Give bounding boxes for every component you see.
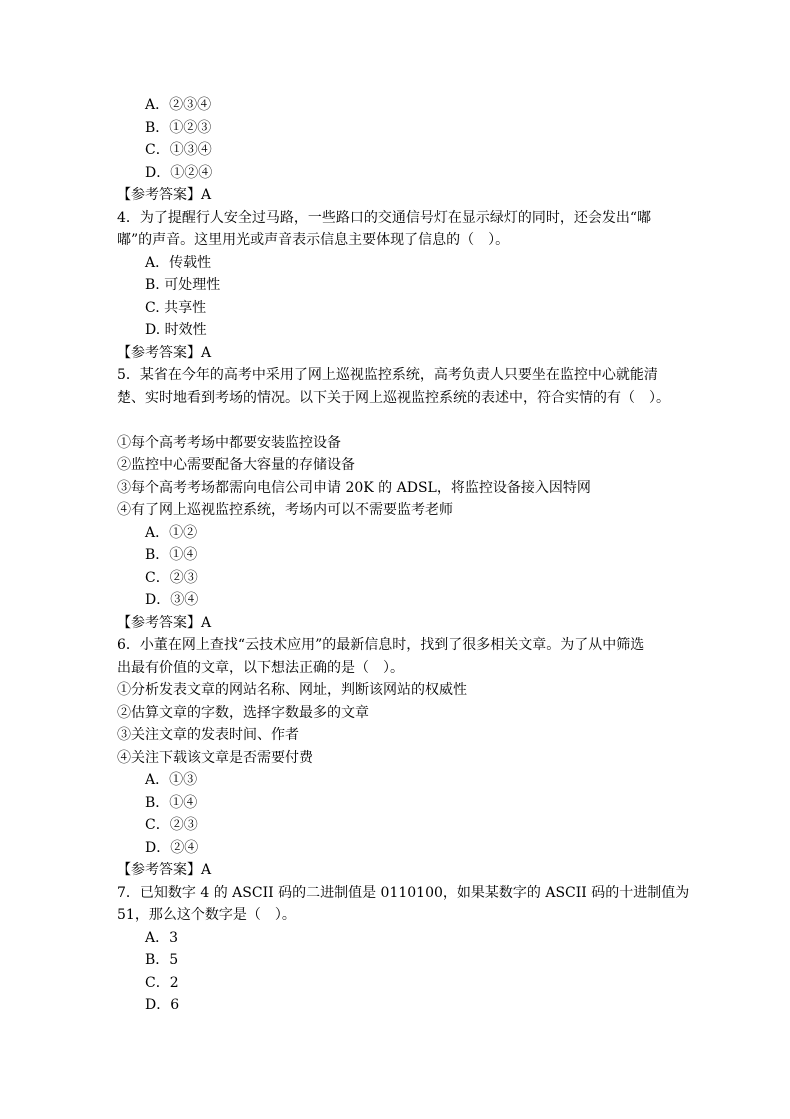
q7-option-b: B．5	[145, 952, 179, 968]
q4-option-b: B. 可处理性	[145, 277, 221, 293]
q5-stem-line-2: 楚、实时地看到考场的情况。以下关于网上巡视监控系统的表述中，符合实情的有（ ）。	[117, 389, 670, 406]
question-4	[117, 207, 677, 365]
q5-answer: 【参考答案】A	[117, 614, 212, 631]
q5-option-b: B．①④	[145, 547, 198, 563]
q5-statement-3: ③每个高考考场都需向电信公司申请 20K 的 ADSL，将监控设备接入因特网	[117, 479, 591, 496]
blank-line	[117, 409, 677, 432]
q6-option-b: B．①④	[145, 794, 198, 811]
q4-option-a: A．传载性	[145, 254, 212, 271]
q7-option-d: D．6	[145, 997, 180, 1013]
q4-stem-line-2: 嘟”的声音。这里用光或声音表示信息主要体现了信息的（ ）。	[117, 232, 510, 248]
q5-option-c: C．②③	[145, 569, 198, 586]
q4-stem-line-1: 4．为了提醒行人安全过马路，一些路口的交通信号灯在显示绿灯的同时，还会发出“嘟	[117, 209, 652, 226]
q3-option-c: C．①③④	[145, 142, 212, 158]
q3-option-b: B．①②③	[145, 119, 212, 136]
question-6	[117, 634, 677, 882]
q7-stem-line-1: 7．已知数字 4 的 ASCII 码的二进制值是 0110100，如果某数字的 ASCII 码的十进制值为	[117, 884, 690, 901]
q6-statement-2: ②估算文章的字数，选择字数最多的文章	[117, 704, 369, 721]
q5-option-d: D．③④	[145, 592, 199, 608]
q5-stem-line-1: 5．某省在今年的高考中采用了网上巡视监控系统，高考负责人只要坐在监控中心就能清	[117, 367, 658, 383]
q6-option-a: A．①③	[145, 772, 198, 788]
q3-answer: 【参考答案】A	[117, 187, 212, 203]
q6-option-c: C．②③	[145, 817, 198, 833]
question-5	[117, 364, 677, 634]
q6-stem-line-2: 出最有价值的文章，以下想法正确的是（ ）。	[117, 659, 404, 676]
q3-option-d: D．①②④	[145, 164, 213, 181]
q6-statement-1: ①分析发表文章的网站名称、网址，判断该网站的权威性	[117, 682, 467, 698]
q5-statement-1: ①每个高考考场中都要安装监控设备	[117, 434, 341, 451]
q7-stem-line-2: 51，那么这个数字是（ ）。	[117, 907, 296, 923]
q5-option-a: A．①②	[145, 524, 198, 541]
q4-answer: 【参考答案】A	[117, 344, 212, 361]
q5-statement-2: ②监控中心需要配备大容量的存储设备	[117, 457, 355, 473]
question-3	[117, 94, 677, 207]
q6-stem-line-1: 6．小董在网上查找“云技术应用”的最新信息时，找到了很多相关文章。为了从中筛选	[117, 637, 645, 653]
q5-statement-4: ④有了网上巡视监控系统，考场内可以不需要监考老师	[117, 502, 453, 518]
q6-option-d: D．②④	[145, 839, 199, 856]
q6-statement-3: ③关注文章的发表时间、作者	[117, 727, 299, 743]
q6-statement-4: ④关注下载该文章是否需要付费	[117, 749, 313, 766]
q4-option-c: C. 共享性	[145, 299, 207, 316]
q3-option-a: A．②③④	[145, 97, 212, 113]
q4-option-d: D. 时效性	[145, 322, 207, 338]
q7-option-a: A．3	[145, 929, 179, 946]
question-7	[117, 882, 690, 1017]
q7-option-c: C．2	[145, 974, 179, 991]
q6-answer: 【参考答案】A	[117, 862, 212, 878]
exam-content	[117, 94, 690, 1017]
